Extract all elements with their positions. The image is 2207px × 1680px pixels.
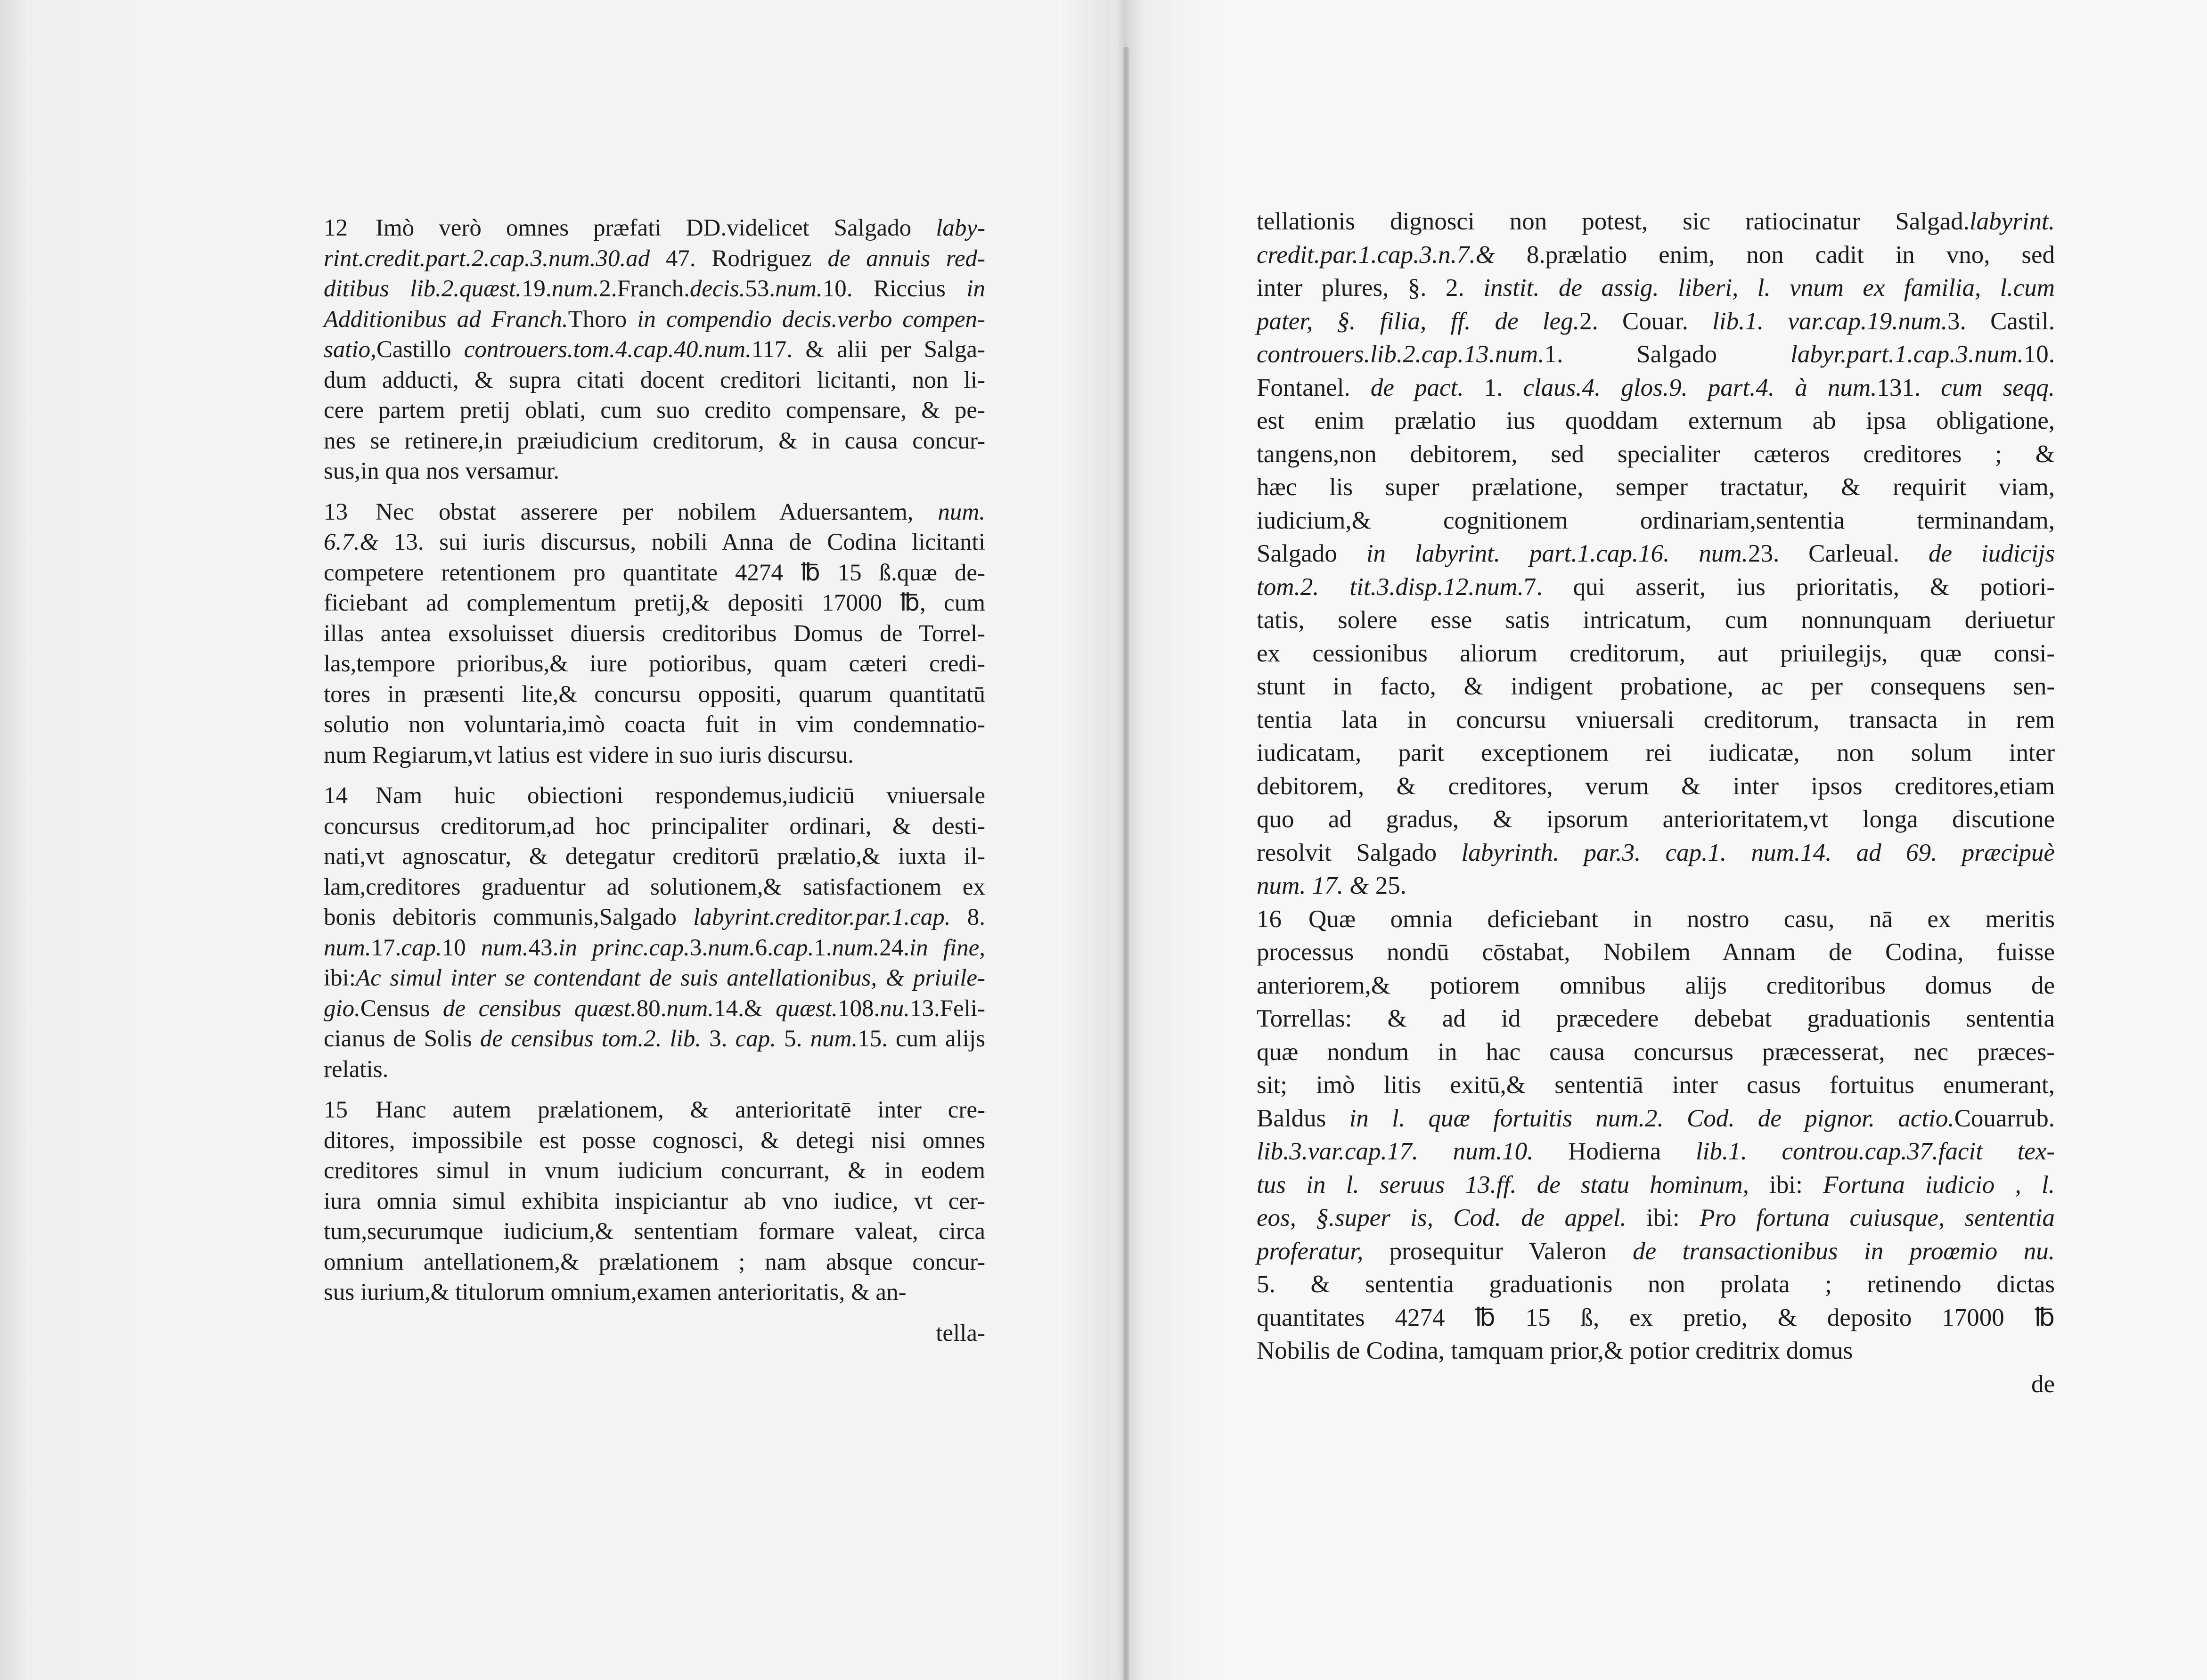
text-run: omnium antellationem,& prælationem ; nam absque concur- xyxy=(324,1248,985,1275)
text-run: 8.prælatio enim, non cadit in vno, sed xyxy=(1526,241,2055,269)
italic-citation: proferatur, xyxy=(1257,1237,1364,1265)
text-run: 1. xyxy=(1463,374,1523,401)
text-run: 3. xyxy=(701,1026,736,1052)
text-line xyxy=(1257,438,2055,471)
italic-citation: lib.1. controu.cap.37.facit tex- xyxy=(1695,1138,2055,1165)
text-line xyxy=(1257,338,2055,371)
text-run: 131. xyxy=(1877,374,1941,401)
italic-citation: in labyrint. part.1.cap.16. num. xyxy=(1366,540,1748,567)
text-line xyxy=(324,1054,985,1085)
italic-citation: num. xyxy=(775,276,823,302)
text-line xyxy=(324,1024,985,1054)
italic-citation: cap. xyxy=(735,1026,777,1052)
italic-citation: labyrint.creditor.par.1.cap. xyxy=(693,904,951,930)
text-line xyxy=(1257,736,2055,770)
italic-citation: de iudicijs xyxy=(1928,540,2055,567)
italic-citation: controuers.lib.2.cap.13.num. xyxy=(1257,341,1545,368)
text-line xyxy=(1257,670,2055,703)
italic-citation: quæst. xyxy=(776,995,838,1022)
text-run: nati,vt agnoscatur, & detegatur creditorū prælatio,& iuxta il- xyxy=(324,843,985,870)
text-run: dum adducti, & supra citati docent creditori licitanti, non li- xyxy=(324,367,985,393)
text-line xyxy=(324,781,985,811)
italic-citation: pater, §. filia, ff. de leg. xyxy=(1257,307,1579,335)
text-run: 117. & alii per Salga- xyxy=(751,336,985,363)
text-line xyxy=(324,588,985,619)
text-line xyxy=(1257,770,2055,803)
text-line xyxy=(1257,869,2055,903)
text-run: 23. Carleual. xyxy=(1748,540,1929,567)
text-line xyxy=(324,456,985,487)
text-run: inter plures, §. 2. xyxy=(1257,274,1484,302)
italic-citation: Pro fortuna cuiusque, sententia xyxy=(1700,1204,2055,1231)
right-page-text xyxy=(1257,205,2055,1401)
text-run: 108. xyxy=(837,995,880,1022)
text-line xyxy=(1257,637,2055,670)
italic-citation: decis. xyxy=(689,276,745,302)
text-run: ditores, impossibile est posse cognosci, & detegi nisi omnes xyxy=(324,1127,985,1154)
text-line xyxy=(324,395,985,426)
text-run: 13. sui iuris discursus, nobili Anna de Codina licitanti xyxy=(393,529,985,555)
text-line xyxy=(1257,1235,2055,1268)
text-line xyxy=(324,274,985,304)
paragraph-number: 12 xyxy=(324,215,348,241)
italic-citation: cap. xyxy=(401,934,442,961)
book-gutter-fold xyxy=(1123,47,1129,1680)
text-run: 2.Franch. xyxy=(599,276,690,302)
text-run: iura omnia simul exhibita inspiciantur ab vno iudice, vt cer- xyxy=(324,1188,985,1215)
text-line xyxy=(1257,571,2055,604)
italic-citation: in compendio decis.verbo compen- xyxy=(637,306,985,333)
text-run: Nec obstat asserere per nobilem Aduersantem, xyxy=(376,498,938,525)
text-line xyxy=(324,1216,985,1247)
italic-citation: num. xyxy=(666,995,714,1022)
text-run: 14.& xyxy=(714,995,776,1022)
text-run: sus,in qua nos versamur. xyxy=(324,458,560,484)
catchword: tella- xyxy=(936,1320,985,1346)
text-run: Hanc autem prælationem, & anterioritatē inter cre- xyxy=(376,1097,985,1123)
text-line xyxy=(324,365,985,396)
text-line xyxy=(324,426,985,457)
italic-citation: lib.3.var.cap.17. num.10. xyxy=(1257,1138,1534,1165)
italic-citation: nu. xyxy=(880,995,910,1022)
text-line xyxy=(324,679,985,710)
text-line xyxy=(324,244,985,274)
text-run: 3. xyxy=(689,934,708,961)
text-run: tatis, solere esse satis intricatum, cum nonnunquam deriuetur xyxy=(1257,606,2055,634)
text-run: quæ nondum in hac causa concursus præcesserat, nec præces- xyxy=(1257,1038,2055,1066)
catchword: de xyxy=(2031,1370,2055,1398)
text-run: Quæ omnia deficiebant in nostro casu, nā ex meritis xyxy=(1308,905,2055,933)
text-run: concursus creditorum,ad hoc principaliter ordinari, & desti- xyxy=(324,813,985,840)
text-run: nes se retinere,in præiudicium creditorum, & in causa concur- xyxy=(324,427,985,454)
left-page-text xyxy=(324,213,985,1348)
text-line xyxy=(324,1095,985,1125)
italic-citation: credit.par.1.cap.3.n.7.& xyxy=(1257,241,1527,269)
italic-citation: de annuis red- xyxy=(827,245,985,272)
text-run: ex cessionibus aliorum creditorum, aut priuilegijs, quæ consi- xyxy=(1257,639,2055,667)
text-run: 19. xyxy=(521,276,552,302)
text-line xyxy=(1257,703,2055,737)
text-run: 10 xyxy=(441,934,481,961)
text-line xyxy=(324,527,985,558)
text-run: 1. xyxy=(814,934,832,961)
paragraph xyxy=(324,213,985,487)
text-run: lam,creditores graduentur ad solutionem,& satisfactionem ex xyxy=(324,873,985,900)
text-run: 53. xyxy=(745,276,776,302)
italic-citation: ditibus lib.2.quæst. xyxy=(324,276,522,302)
text-run: 15. cum alijs xyxy=(858,1026,985,1052)
text-run: ibi: xyxy=(1749,1171,1823,1199)
text-run: 2. Couar. xyxy=(1579,307,1713,335)
italic-citation: tus in l. seruus 13.ff. de statu hominum, xyxy=(1257,1171,1749,1199)
text-run: illas antea exsoluisset diuersis creditoribus Domus de Torrel- xyxy=(324,620,985,647)
italic-citation: num. xyxy=(938,498,985,525)
text-line xyxy=(1257,271,2055,305)
italic-citation: labyr.part.1.cap.3.num. xyxy=(1790,341,2024,368)
text-run: cere partem pretij oblati, cum suo credito compensare, & pe- xyxy=(324,397,985,424)
text-line xyxy=(1257,238,2055,272)
text-run: cianus de Solis xyxy=(324,1026,480,1052)
italic-citation: de pact. xyxy=(1370,374,1464,401)
text-run: anteriorem,& potiorem omnibus alijs creditoribus domus de xyxy=(1257,971,2055,999)
italic-citation: labyrint. xyxy=(1969,208,2055,235)
text-run: est enim prælatio ius quoddam externum ab ipsa obligatione, xyxy=(1257,407,2055,434)
text-run: processus nondū cōstabat, Nobilem Annam de Codina, fuisse xyxy=(1257,938,2055,966)
text-run: iudicium,& cognitionem ordinariam,sententia terminandam, xyxy=(1257,506,2055,534)
italic-citation: num. xyxy=(810,1026,858,1052)
text-line xyxy=(324,649,985,679)
text-line xyxy=(324,811,985,842)
text-run: Nam huic obiectioni respondemus,iudiciū vniuersale xyxy=(376,783,985,809)
text-run: 7. qui asserit, ius prioritatis, & potiori- xyxy=(1523,573,2055,601)
text-run: 25. xyxy=(1375,872,1406,899)
italic-citation: cap. xyxy=(773,934,814,961)
text-line xyxy=(1257,1135,2055,1168)
text-line xyxy=(1257,1301,2055,1335)
text-run: stunt in facto, & indigent probatione, ac per consequens sen- xyxy=(1257,673,2055,700)
text-run: Hodierna xyxy=(1533,1138,1696,1165)
text-line xyxy=(1257,305,2055,338)
italic-citation: satio, xyxy=(324,336,376,363)
text-run: tentia lata in concursu vniuersali creditorum, transacta in rem xyxy=(1257,706,2055,734)
text-run: 43. xyxy=(528,934,559,961)
italic-citation: lib.1. var.cap.19.num. xyxy=(1712,307,1948,335)
text-line xyxy=(324,902,985,933)
text-run: Imò verò omnes præfati DD.videlicet Salgado xyxy=(376,215,936,241)
text-line xyxy=(324,933,985,963)
text-run: sit; imò litis exitū,& sententiā inter casus fortuitus enumerant, xyxy=(1257,1071,2055,1099)
text-line xyxy=(324,740,985,771)
text-run: 6. xyxy=(755,934,773,961)
italic-citation: de transactionibus in proœmio nu. xyxy=(1633,1237,2055,1265)
text-line xyxy=(324,1156,985,1186)
text-run: 1. Salgado xyxy=(1544,341,1791,368)
text-run: Nobilis de Codina, tamquam prior,& potior creditrix domus xyxy=(1257,1337,1853,1364)
italic-citation: eos, §.super is, Cod. de appel. xyxy=(1257,1204,1627,1231)
text-run: ibi: xyxy=(1626,1204,1700,1231)
text-line xyxy=(324,841,985,872)
text-run: competere retentionem pro quantitate 4274 ℔ 15 ß.quæ de- xyxy=(324,559,985,586)
text-line xyxy=(324,872,985,903)
text-run: 80. xyxy=(636,995,667,1022)
text-line xyxy=(1257,1036,2055,1069)
italic-citation: in fine, xyxy=(909,934,985,961)
text-line xyxy=(1257,903,2055,936)
text-run: Torrellas: & ad id præcedere debebat graduationis sententia xyxy=(1257,1005,2055,1032)
text-run: debitorem, & creditores, verum & inter ipsos creditores,etiam xyxy=(1257,772,2055,800)
text-run: 13.Feli- xyxy=(909,995,986,1022)
text-line xyxy=(324,497,985,528)
text-run: las,tempore prioribus,& iure potioribus, quam cæteri credi- xyxy=(324,651,985,677)
text-line xyxy=(1257,1068,2055,1102)
text-line xyxy=(1257,537,2055,571)
text-run: quo ad gradus, & ipsorum anterioritatem,vt longa discutione xyxy=(1257,806,2055,833)
text-line xyxy=(324,1125,985,1156)
italic-citation: num. xyxy=(832,934,880,961)
text-run: num Regiarum,vt latius est videre in suo iuris discursu. xyxy=(324,742,854,768)
text-run: tum,securumque iudicium,& sententiam formare valeat, circa xyxy=(324,1218,985,1245)
paragraph-number: 15 xyxy=(324,1097,348,1123)
paragraph-number: 13 xyxy=(324,498,348,525)
italic-citation: cum seqq. xyxy=(1941,374,2055,401)
text-run: Castillo xyxy=(376,336,464,363)
italic-citation: Ac simul inter se contendant de suis antellationibus, & priuile- xyxy=(356,965,985,991)
text-line xyxy=(324,558,985,588)
text-run: quantitates 4274 ℔ 15 ß, ex pretio, & deposito 17000 ℔ xyxy=(1257,1304,2055,1331)
italic-citation: 6.7.& xyxy=(324,529,394,555)
text-run: tangens,non debitorem, sed specialiter cæteros creditores ; & xyxy=(1257,440,2055,468)
paragraph xyxy=(324,781,985,1085)
text-run: solutio non voluntaria,imò coacta fuit in vim condemnatio- xyxy=(324,711,985,738)
italic-citation: in xyxy=(966,276,985,302)
text-run: 8. xyxy=(950,904,985,930)
text-line xyxy=(324,710,985,740)
text-run: 10. xyxy=(2023,341,2055,368)
text-run: 47. Rodriguez xyxy=(650,245,828,272)
text-line xyxy=(1257,205,2055,238)
text-run: Couarrub. xyxy=(1954,1104,2055,1132)
paragraph-number: 16 xyxy=(1257,905,1282,933)
text-line xyxy=(1257,371,2055,405)
italic-citation: rint.credit.part.2.cap.3.num.30.ad xyxy=(324,245,650,272)
text-line xyxy=(1257,803,2055,836)
text-run: bonis debitoris communis,Salgado xyxy=(324,904,694,930)
text-run: Thoro xyxy=(568,306,638,333)
text-line xyxy=(1257,404,2055,438)
text-run: 5. xyxy=(776,1026,810,1052)
paragraph xyxy=(324,497,985,771)
italic-citation: gio. xyxy=(324,995,360,1022)
text-line xyxy=(324,304,985,335)
text-line xyxy=(1257,969,2055,1003)
text-line xyxy=(324,334,985,365)
italic-citation: de censibus quæst. xyxy=(442,995,637,1022)
italic-citation: labyrinth. par.3. cap.1. num.14. ad 69. præcipuè xyxy=(1461,839,2055,866)
italic-citation: Fortuna iudicio , l. xyxy=(1823,1171,2055,1199)
italic-citation: num. xyxy=(481,934,529,961)
text-line xyxy=(1257,1002,2055,1036)
text-line xyxy=(324,619,985,649)
italic-citation: instit. de assig. liberi, l. vnum ex familia, l.cum xyxy=(1483,274,2055,302)
text-line xyxy=(1257,1334,2055,1368)
text-line xyxy=(1257,603,2055,637)
text-run: Salgado xyxy=(1257,540,1366,567)
paragraph xyxy=(1257,903,2055,1368)
text-run: tores in præsenti lite,& concursu oppositi, quarum quantitatū xyxy=(324,681,985,708)
paragraph xyxy=(324,1095,985,1308)
text-line xyxy=(1257,1201,2055,1235)
italic-citation: Additionibus ad Franch. xyxy=(324,306,568,333)
text-run: creditores simul in vnum iudicium concurrant, & in eodem xyxy=(324,1158,985,1184)
text-line xyxy=(1257,936,2055,969)
text-run: 10. Riccius xyxy=(822,276,967,302)
italic-citation: num. xyxy=(551,276,599,302)
text-line xyxy=(1257,1102,2055,1135)
text-run: 3. Castil. xyxy=(1947,307,2055,335)
text-line xyxy=(1257,836,2055,870)
paragraph xyxy=(1257,205,2055,903)
text-run: Baldus xyxy=(1257,1104,1349,1132)
text-line xyxy=(324,213,985,244)
text-run: relatis. xyxy=(324,1056,389,1083)
text-line xyxy=(1257,504,2055,538)
text-line xyxy=(324,1247,985,1278)
text-line xyxy=(324,1186,985,1217)
italic-citation: num. xyxy=(708,934,755,961)
text-run: 5. & sententia graduationis non prolata ; retinendo dictas xyxy=(1257,1271,2055,1298)
text-run: sus iurium,& titulorum omnium,examen anterioritatis, & an- xyxy=(324,1279,907,1305)
text-line xyxy=(324,994,985,1024)
text-run: ibi: xyxy=(324,965,356,991)
text-line xyxy=(324,963,985,994)
text-line xyxy=(1257,471,2055,504)
text-run: Fontanel. xyxy=(1257,374,1371,401)
text-run: resolvit Salgado xyxy=(1257,839,1462,866)
italic-citation: de censibus tom.2. lib. xyxy=(480,1026,702,1052)
italic-citation: laby- xyxy=(936,215,985,241)
italic-citation: num. 17. & xyxy=(1257,872,1375,899)
text-run: 24. xyxy=(879,934,909,961)
italic-citation: controuers.tom.4.cap.40.num. xyxy=(464,336,752,363)
text-line xyxy=(1257,1268,2055,1301)
text-run: hæc lis super prælatione, semper tractatur, & requirit viam, xyxy=(1257,473,2055,501)
italic-citation: tom.2. tit.3.disp.12.num. xyxy=(1257,573,1524,601)
italic-citation: num. xyxy=(324,934,371,961)
text-line xyxy=(1257,1168,2055,1202)
text-run: 17. xyxy=(371,934,401,961)
paragraph-number: 14 xyxy=(324,783,348,809)
italic-citation: in l. quæ fortuitis num.2. Cod. de pignor. actio. xyxy=(1349,1104,1954,1132)
text-run: Census xyxy=(360,995,443,1022)
text-run: prosequitur Valeron xyxy=(1363,1237,1633,1265)
text-run: tellationis dignosci non potest, sic ratiocinatur Salgad. xyxy=(1257,208,1970,235)
text-line xyxy=(324,1277,985,1308)
text-run: ficiebant ad complementum pretij,& depositi 17000 ℔, cum xyxy=(324,590,985,616)
italic-citation: in princ.cap. xyxy=(558,934,690,961)
italic-citation: claus.4. glos.9. part.4. à num. xyxy=(1523,374,1877,401)
text-run: iudicatam, parit exceptionem rei iudicatæ, non solum inter xyxy=(1257,739,2055,767)
